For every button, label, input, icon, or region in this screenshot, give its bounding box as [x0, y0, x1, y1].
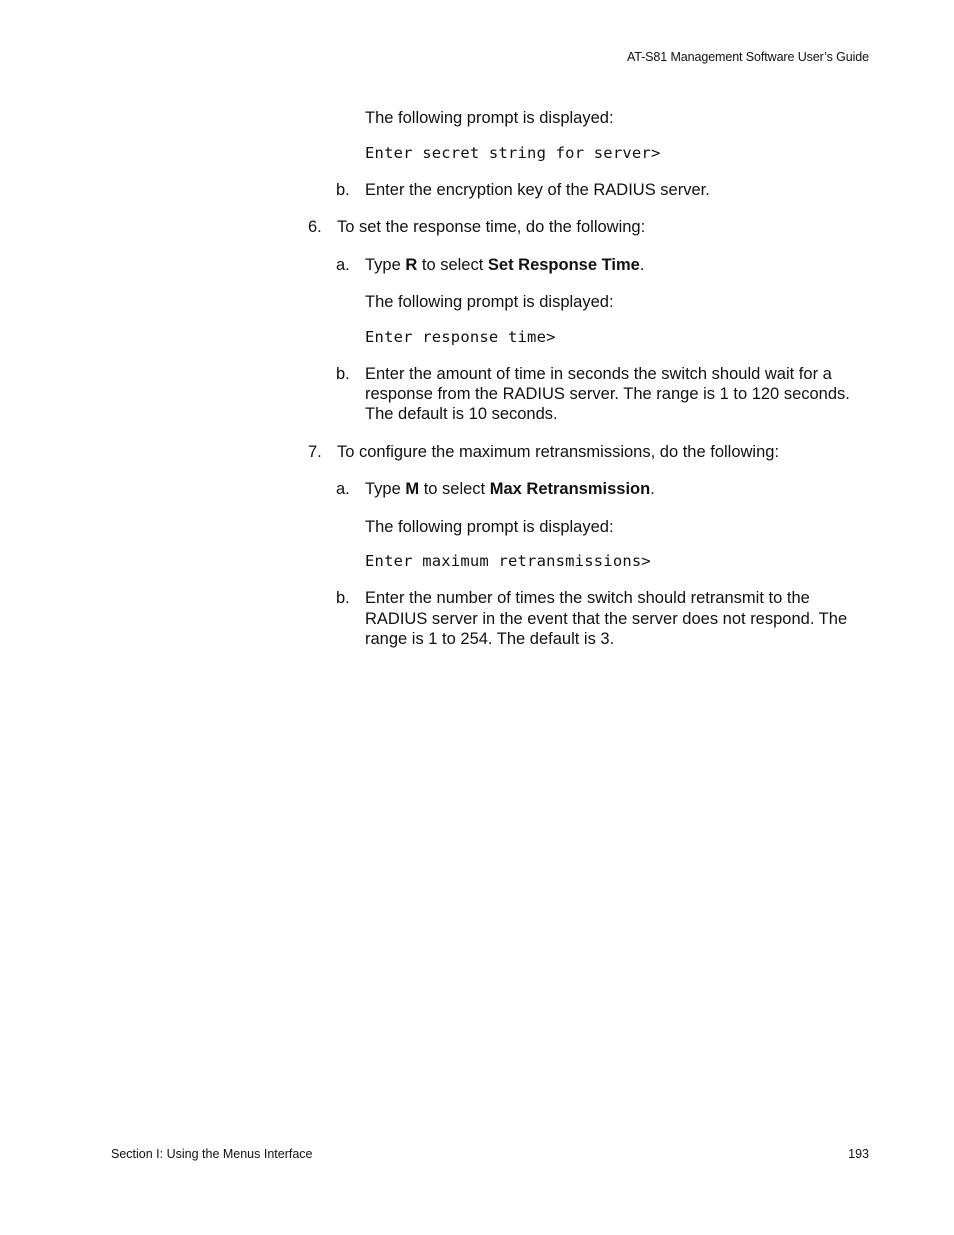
- running-header: AT-S81 Management Software User’s Guide: [626, 50, 869, 64]
- step-marker: b.: [336, 181, 350, 199]
- step-text-line: response from the RADIUS server. The range is 1 to 120 seconds.: [365, 385, 850, 403]
- step-text: To configure the maximum retransmissions, do the following:: [337, 443, 780, 461]
- prompt-intro: The following prompt is displayed:: [365, 518, 614, 536]
- prompt-intro: The following prompt is displayed:: [365, 109, 614, 127]
- step-marker: a.: [336, 256, 350, 274]
- step-marker: b.: [336, 365, 350, 383]
- page-number: 193: [848, 1147, 869, 1161]
- step-number: 7.: [308, 443, 322, 461]
- option-label: Max Retransmission: [489, 480, 651, 498]
- step-text-line: Enter the number of times the switch should retransmit to the: [365, 589, 810, 607]
- key-label: M: [405, 480, 420, 498]
- code-prompt: Enter maximum retransmissions>: [365, 552, 651, 570]
- footer-section: Section I: Using the Menus Interface: [111, 1147, 313, 1161]
- prompt-intro: The following prompt is displayed:: [365, 293, 614, 311]
- step-text: To set the response time, do the following:: [337, 218, 646, 236]
- step-text-line: The default is 10 seconds.: [365, 405, 558, 423]
- option-label: Set Response Time: [487, 256, 640, 274]
- code-prompt: Enter response time>: [365, 328, 556, 346]
- step-marker: b.: [336, 589, 350, 607]
- step-text: Enter the encryption key of the RADIUS server.: [365, 181, 710, 199]
- step-text: Type R to select Set Response Time.: [365, 256, 645, 274]
- step-number: 6.: [308, 218, 322, 236]
- step-text-line: RADIUS server in the event that the server does not respond. The: [365, 610, 848, 628]
- step-text: Type M to select Max Retransmission.: [365, 480, 655, 498]
- step-marker: a.: [336, 480, 350, 498]
- key-label: R: [405, 256, 418, 274]
- step-text-line: range is 1 to 254. The default is 3.: [365, 630, 615, 648]
- step-text-line: Enter the amount of time in seconds the switch should wait for a: [365, 365, 832, 383]
- code-prompt: Enter secret string for server>: [365, 144, 661, 162]
